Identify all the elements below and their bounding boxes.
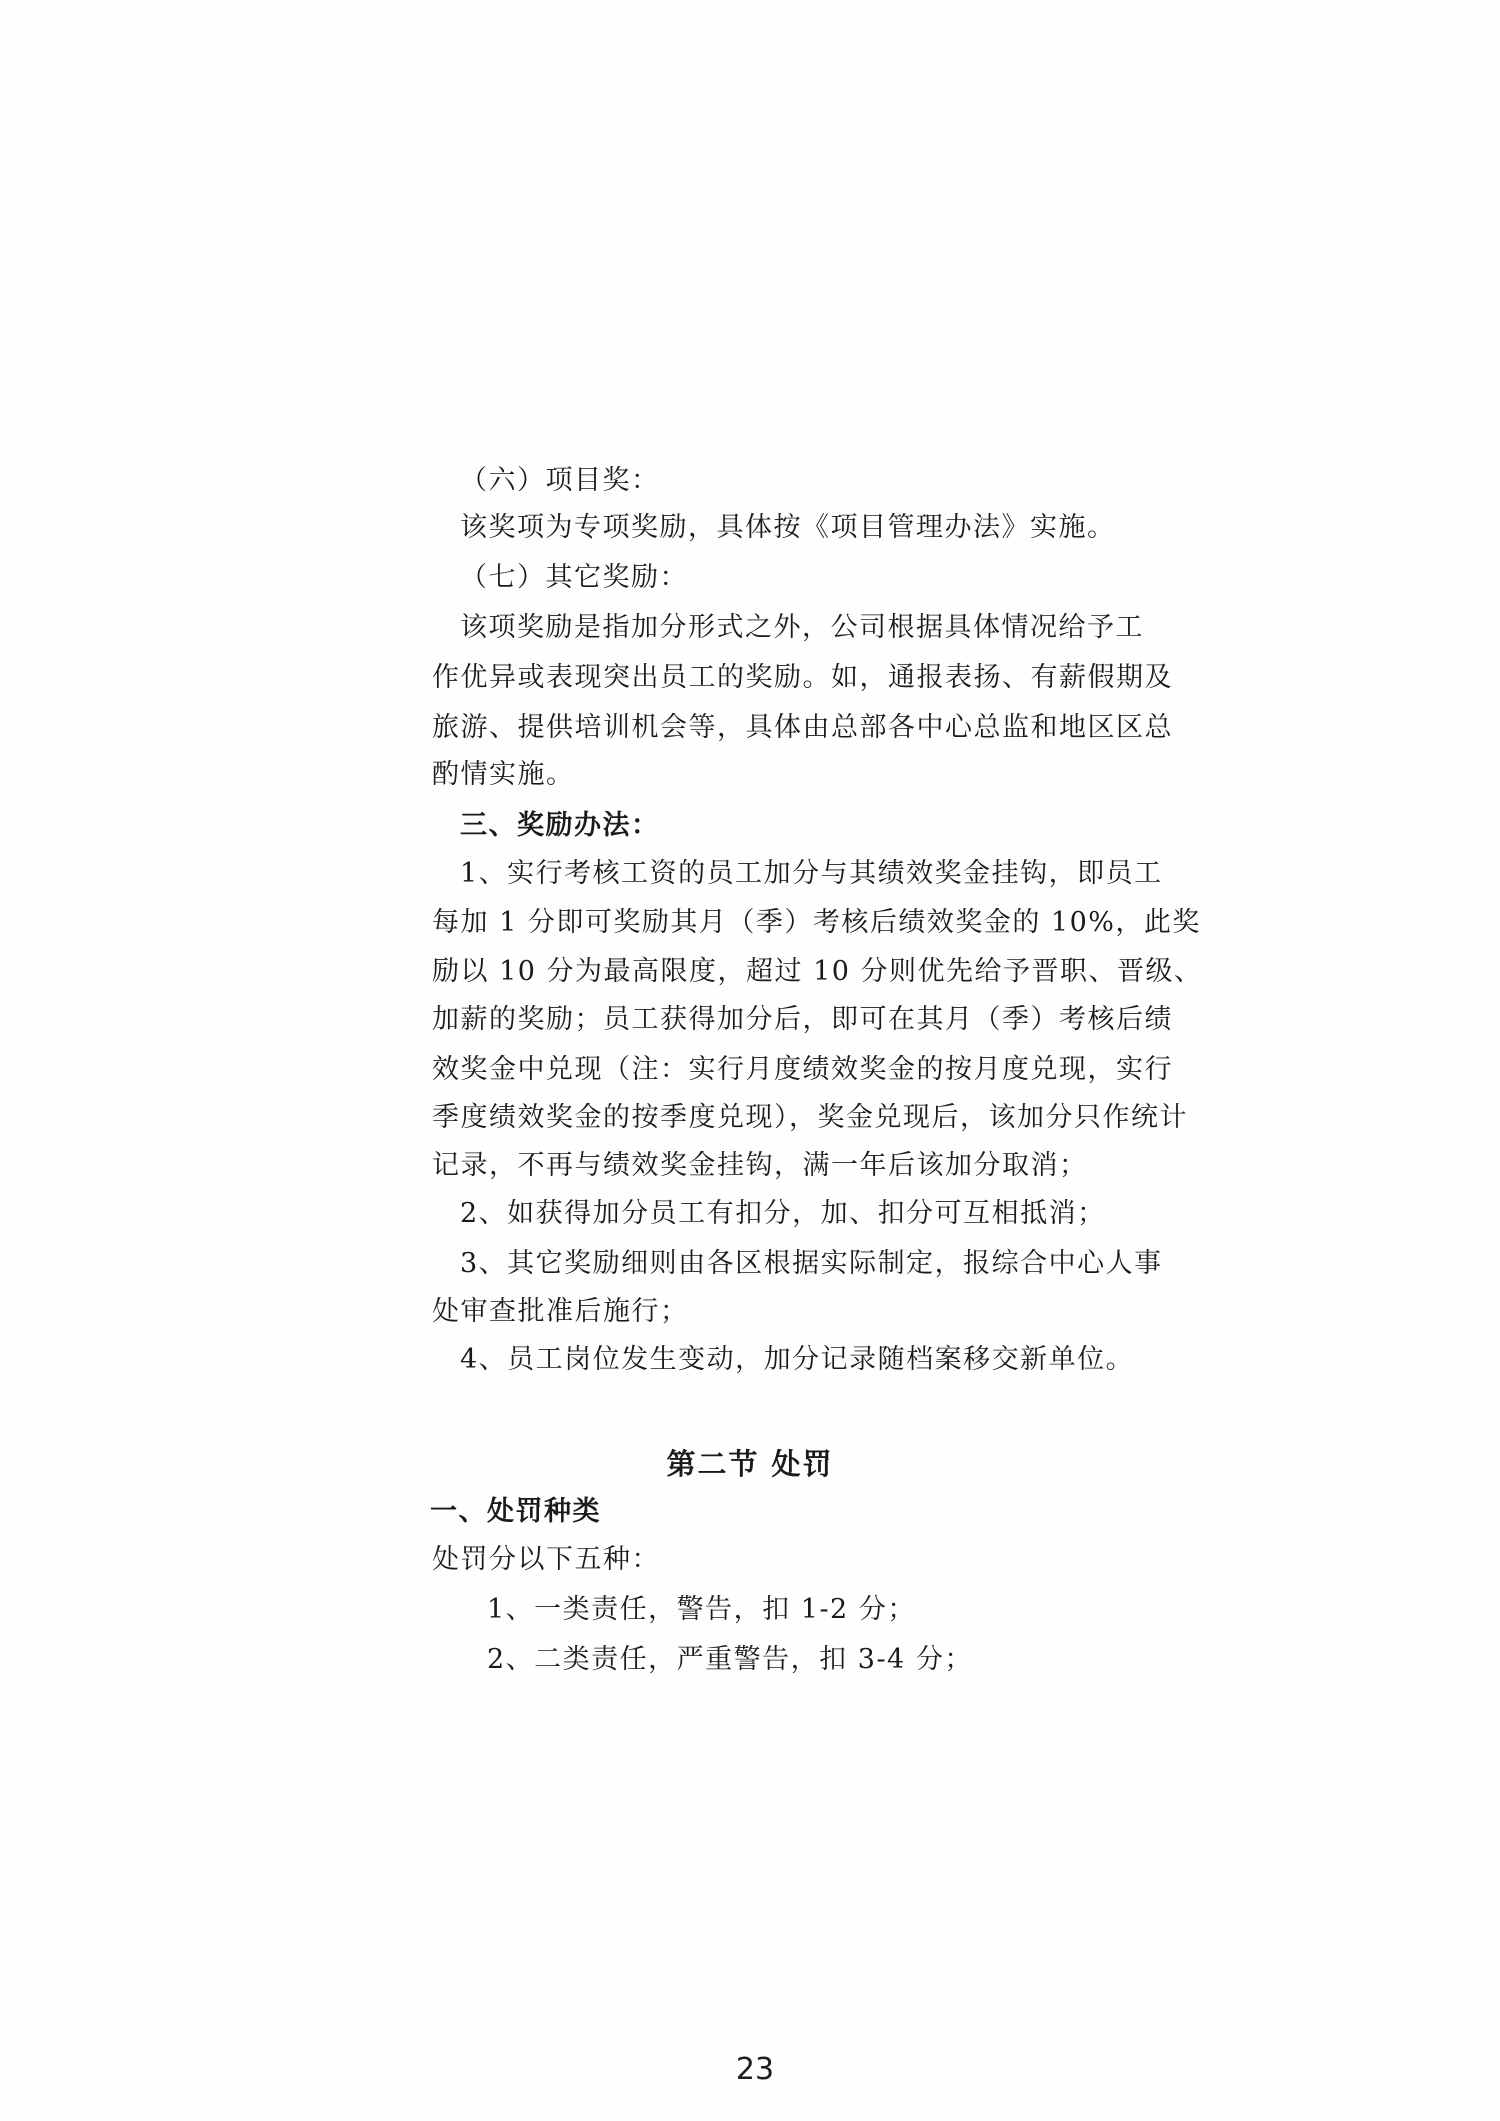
reward-item-2: 2、如获得加分员工有扣分，加、扣分可互相抵消； (460, 1198, 1106, 1229)
reward-item-3-line: 处审查批准后施行； (432, 1296, 689, 1327)
reward-methods-heading: 三、奖励办法： (460, 810, 660, 841)
reward-item-3-line: 3、其它奖励细则由各区根据实际制定，报综合中心人事 (460, 1248, 1163, 1279)
reward-item-1-line: 记录，不再与绩效奖金挂钩，满一年后该加分取消； (432, 1150, 1088, 1181)
section-six-body: 该奖项为专项奖励，具体按《项目管理办法》实施。 (460, 512, 1116, 543)
reward-item-1-line: 效奖金中兑现（注：实行月度绩效奖金的按月度兑现，实行 (432, 1054, 1173, 1085)
reward-item-1-line: 季度绩效奖金的按季度兑现），奖金兑现后，该加分只作统计 (432, 1102, 1188, 1133)
section-seven-heading: （七）其它奖励： (460, 562, 688, 593)
section-seven-line: 该项奖励是指加分形式之外，公司根据具体情况给予工 (460, 612, 1144, 643)
penalty-intro: 处罚分以下五种： (432, 1544, 660, 1575)
reward-item-1-line: 励以 10 分为最高限度，超过 10 分则优先给予晋职、晋级、 (432, 956, 1203, 987)
reward-item-1-line: 加薪的奖励；员工获得加分后，即可在其月（季）考核后绩 (432, 1004, 1173, 1035)
penalty-types-heading: 一、处罚种类 (430, 1496, 601, 1527)
reward-item-4: 4、员工岗位发生变动，加分记录随档案移交新单位。 (460, 1344, 1135, 1375)
penalty-item: 1、一类责任，警告，扣 1-2 分； (487, 1594, 916, 1625)
penalty-item: 2、二类责任，严重警告，扣 3-4 分； (487, 1644, 973, 1675)
reward-item-1-line: 每加 1 分即可奖励其月（季）考核后绩效奖金的 10%，此奖 (432, 907, 1201, 938)
page-number: 23 (735, 2052, 775, 2087)
section-six-heading: （六）项目奖： (460, 465, 660, 496)
section-two-title: 第二节 处罚 (666, 1447, 834, 1481)
section-seven-line: 作优异或表现突出员工的奖励。如，通报表扬、有薪假期及 (432, 662, 1173, 693)
section-seven-line: 酌情实施。 (432, 759, 575, 790)
reward-item-1-line: 1、实行考核工资的员工加分与其绩效奖金挂钩，即员工 (460, 858, 1163, 889)
section-seven-line: 旅游、提供培训机会等，具体由总部各中心总监和地区区总 (432, 712, 1173, 743)
